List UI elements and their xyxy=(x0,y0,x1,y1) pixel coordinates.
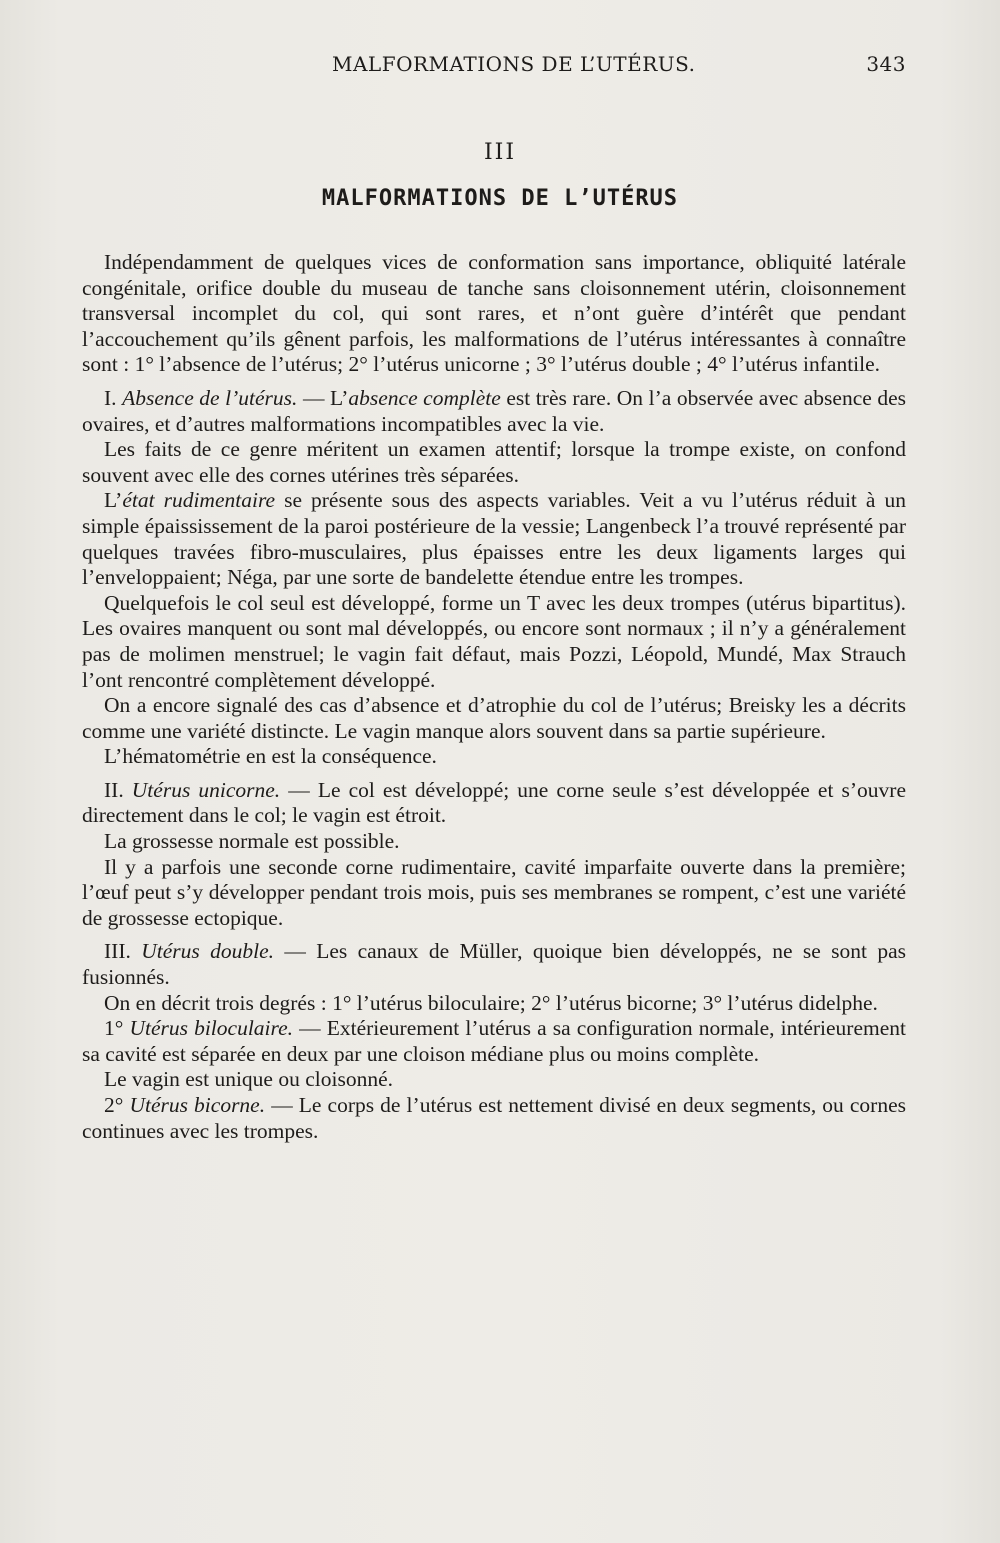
paragraph: 2° Utérus bicorne. — Le corps de l’utérus est nettement divisé en deux segments, ou cornes continues avec les trompes. xyxy=(82,1093,906,1143)
paragraph: Quelquefois le col seul est développé, forme un T avec les deux trompes (utérus bipartitus). Les ovaires manquent ou sont mal développés, ou encore sont normaux ; il n’y a généralement pas de molimen menstruel; le vagin fait défaut, mais Pozzi, Léopold, Mundé, Max Strauch l’ont rencontré complètement développé. xyxy=(82,590,906,692)
paragraph: I. Absence de l’utérus. — L’absence complète est très rare. On l’a observée avec absence des ovaires, et d’autres malformations incompatibles avec la vie. xyxy=(82,385,906,436)
body-text xyxy=(82,250,906,1144)
paragraph: On en décrit trois degrés : 1° l’utérus biloculaire; 2° l’utérus bicorne; 3° l’utérus didelphe. xyxy=(104,990,878,1015)
running-title: MALFORMATIONS DE L’UTÉRUS. xyxy=(332,52,696,76)
paragraph: 1° Utérus biloculaire. — Extérieurement l’utérus a sa configuration normale, intérieurement sa cavité est séparée en deux par une cloison médiane plus ou moins complète. xyxy=(82,1016,906,1066)
paragraph: Il y a parfois une seconde corne rudimentaire, cavité imparfaite ouverte dans la première; l’œuf peut s’y développer pendant trois mois, puis ses membranes se rompent, c’est une variété de grossesse ectopique. xyxy=(82,854,906,930)
paragraph: L’état rudimentaire se présente sous des aspects variables. Veit a vu l’utérus réduit à un simple épaississement de la paroi postérieure de la vessie; Langenbeck l’a trouvé représenté par quelques travées fibro-musculaires, plus épaisses entre les deux ligaments larges qui l’enveloppaient; Néga, par une sorte de bandelette étendue entre les trompes. xyxy=(82,488,906,590)
paragraph: III. Utérus double. — Les canaux de Müller, quoique bien développés, ne se sont pas fusionnés. xyxy=(82,939,907,990)
paragraph: Indépendamment de quelques vices de conformation sans importance, obliquité latérale congénitale, orifice double du museau de tanche sans cloisonnement utérin, cloisonnement transversal incomplet du col, qui sont rares, et n’ont guère d’intérêt que pendant l’accouchement qu’ils gênent parfois, les malformations de l’utérus intéressantes à connaître sont : 1° l’absence de l’utérus; 2° l’utérus unicorne ; 3° l’utérus double ; 4° l’utérus infantile. xyxy=(82,250,906,377)
section-number: III xyxy=(483,140,517,165)
paragraph: Les faits de ce genre méritent un examen attentif; lorsque la trompe existe, on confond souvent avec elle des cornes utérines très séparées. xyxy=(82,437,906,487)
paragraph: L’hématométrie en est la conséquence. xyxy=(104,744,437,769)
paragraph: Le vagin est unique ou cloisonné. xyxy=(104,1067,393,1092)
page-number: 343 xyxy=(866,52,906,76)
paragraph: II. Utérus unicorne. — Le col est développé; une corne seule s’est développée et s’ouvre directement dans le col; le vagin est étroit. xyxy=(82,777,906,828)
section-title: MALFORMATIONS DE L’UTÉRUS xyxy=(321,186,679,211)
paragraph: On a encore signalé des cas d’absence et d’atrophie du col de l’utérus; Breisky les a décrits comme une variété distincte. Le vagin manque alors souvent dans sa partie supérieure. xyxy=(82,693,906,743)
running-header xyxy=(82,52,906,82)
paragraph: La grossesse normale est possible. xyxy=(104,829,400,854)
